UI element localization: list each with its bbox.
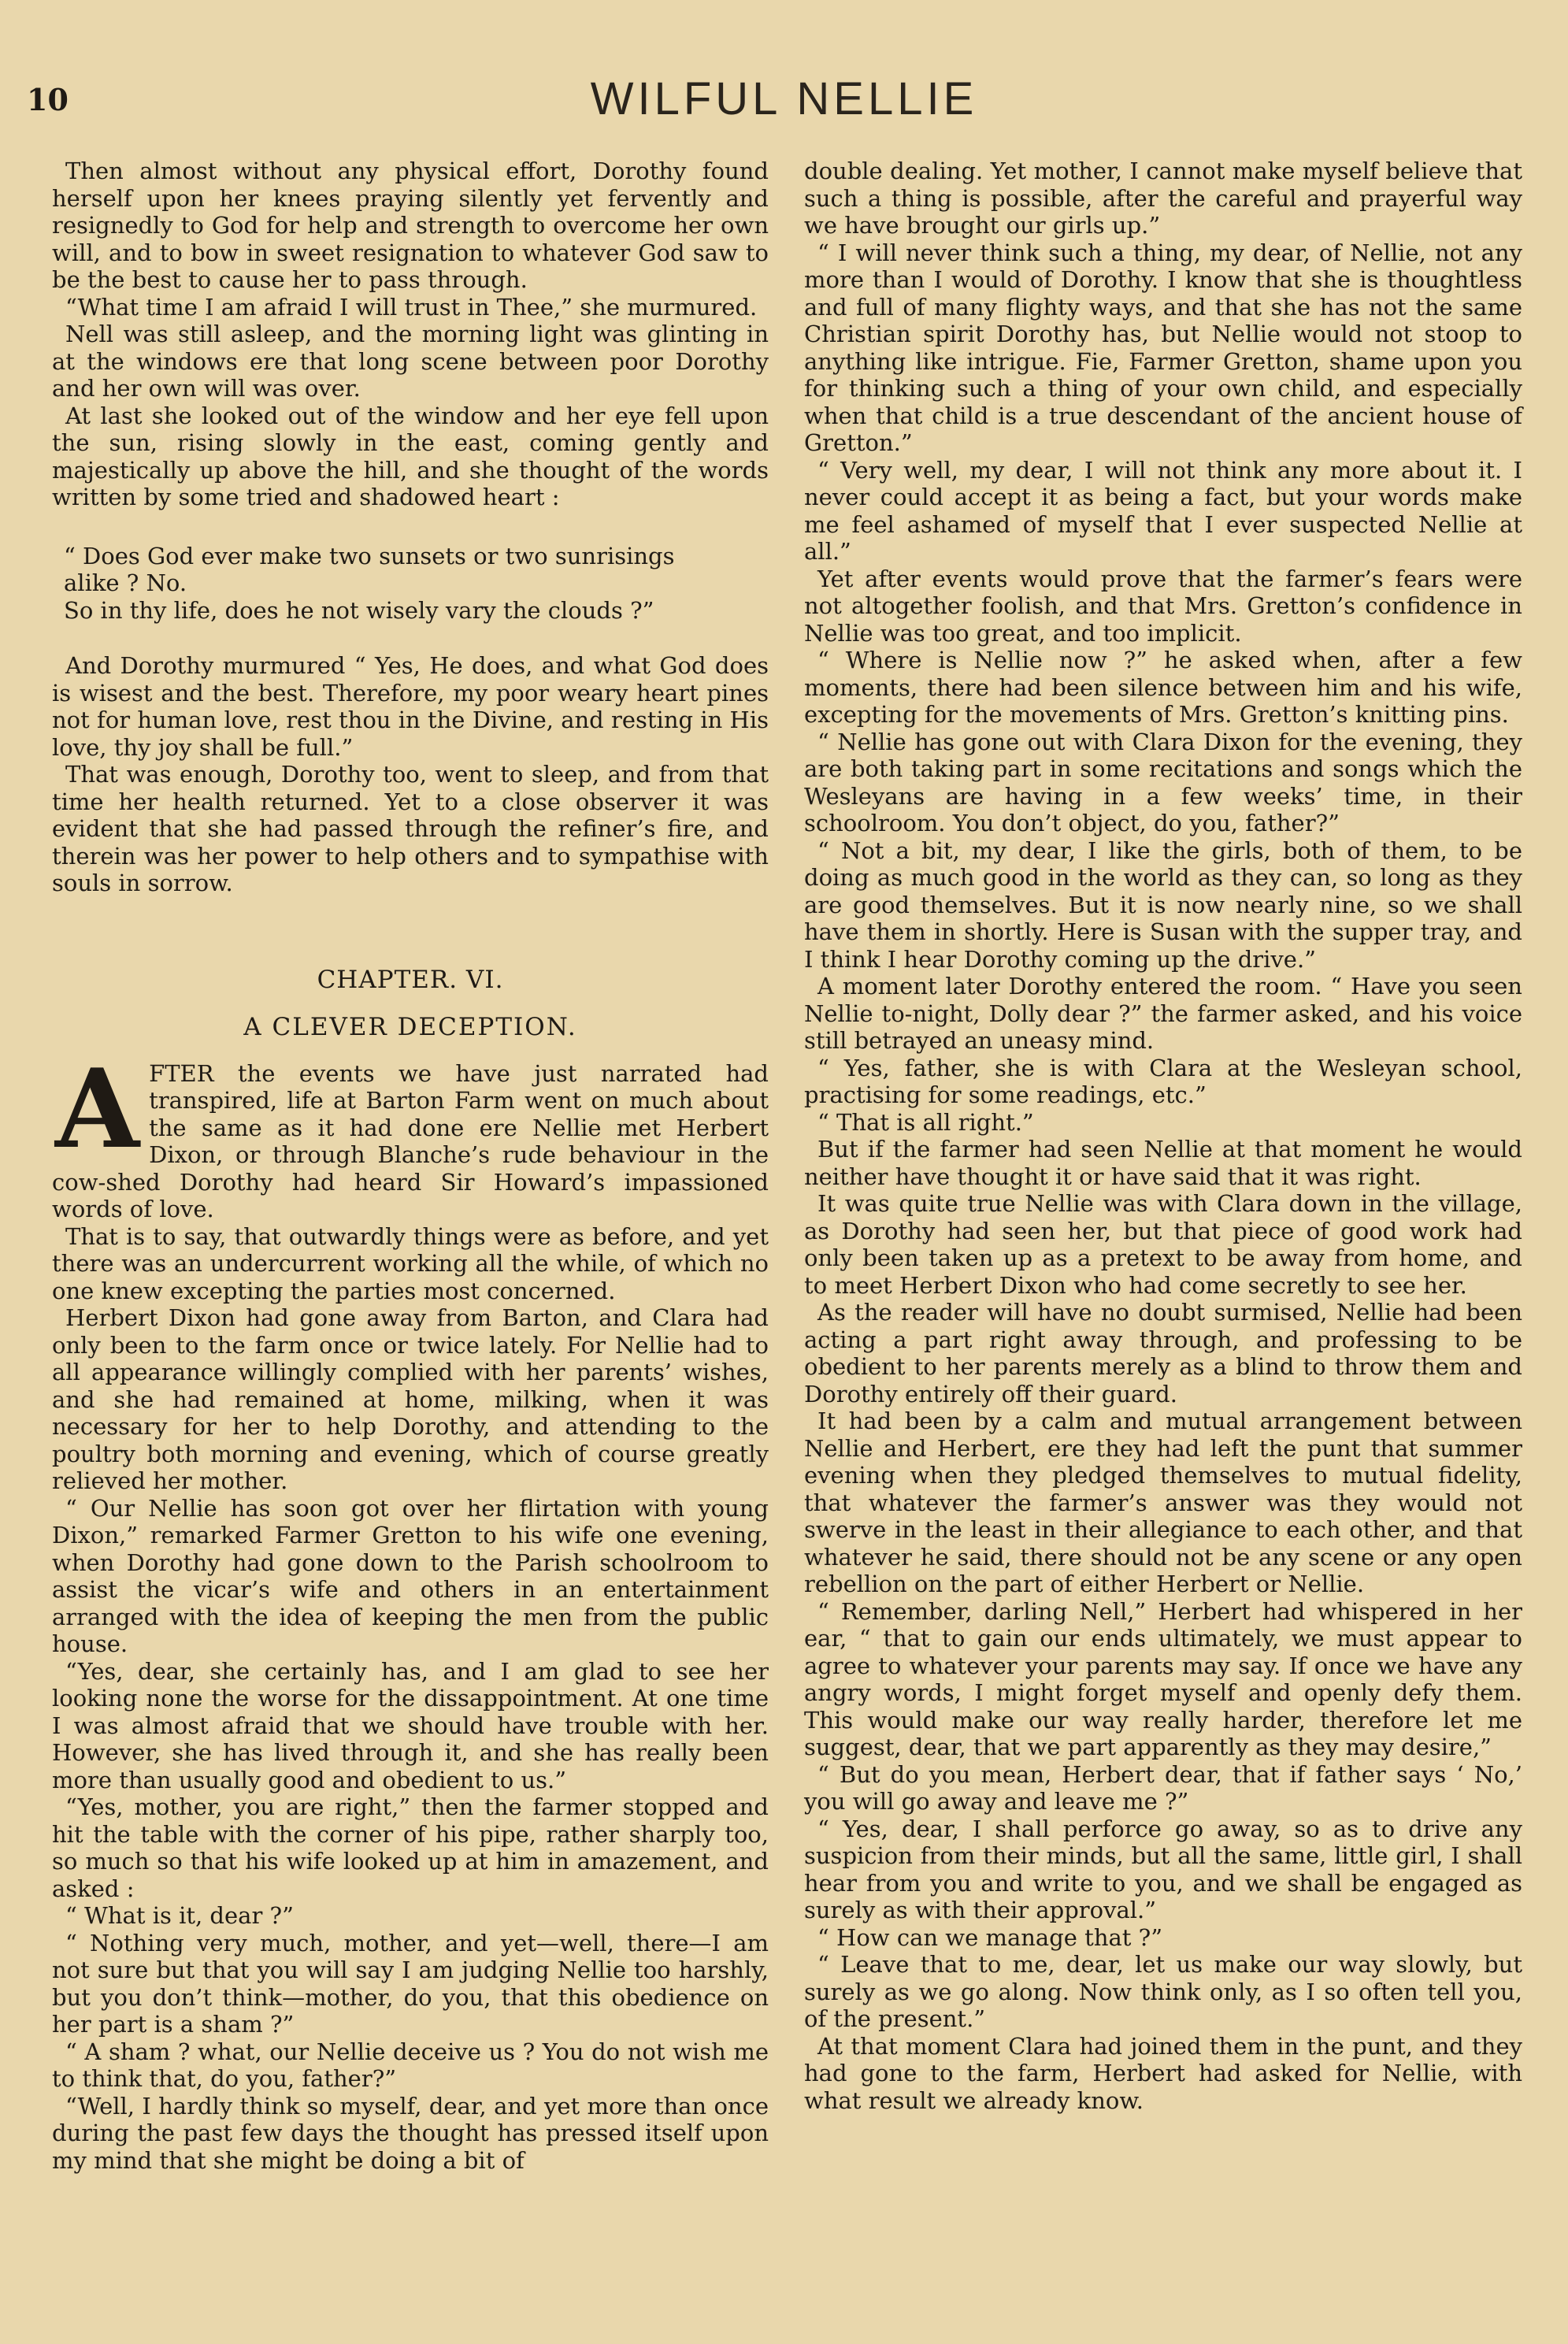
verse-line: So in thy life, does he not wisely vary the clouds ?” [64,596,654,624]
paragraph: Then almost without any physical effort, Dorothy found herself upon her knees praying silently yet fervently and resignedly to God for help and strength to overcome her own will, and to bow in sweet resignation to whatever God saw to be the best to cause her to pass through. [52,158,769,293]
paragraph: “ How can we manage that ?” [817,1923,1163,1951]
paragraph: “ What is it, dear ?” [65,1902,294,1929]
paragraph: “ I will never think such a thing, my dear, of Nellie, not any more than I would of Dorothy. I know that she is thoughtless and full of many flighty ways, and that she has not the same Christian spirit Dorothy has, but Nellie would not stoop to anything like intrigue. Fie, Farmer Gretton, shame upon you for thinking such a thing of your own child, and especially when that child is a true descendant of the ancient house of Gretton.” [804,239,1522,456]
paragraph: “ Nothing very much, mother, and yet—well, there—I am not sure but that you will say I am judging Nellie too harshly, but you don’t think—mother, do you, that this obedience on her part is a sham ?” [52,1929,769,2038]
paragraph: And Dorothy murmured “ Yes, He does, and what God does is wisest and the best. Therefore, my poor weary heart pines not for human love, rest thou in the Divine, and resting in His love, thy joy shall be full.” [52,652,769,761]
left-column [52,158,769,2174]
opening-paragraph [52,1044,769,1223]
chapter-title: A CLEVER DECEPTION. [243,1013,577,1041]
paragraph: “Well, I hardly think so myself, dear, and yet more than once during the past few days the thought has pressed itself upon my mind that she might be doing a bit of [52,2092,769,2174]
verse-line: “ Does God ever make two sunsets or two sunrisings [64,542,675,569]
paragraph: “ Not a bit, my dear, I like the girls, both of them, to be doing as much good in the world as they can, so long as they are good themselves. But it is now nearly nine, so we shall have them in shortly. Here is Susan with the supper tray, and I think I hear Dorothy coming up the drive.” [804,836,1522,973]
paragraph: “ Remember, darling Nell,” Herbert had whispered in her ear, “ that to gain our ends ultimately, we must appear to agree to whatever your parents may say. If once we have any angry words, I might forget myself and openly defy them. This would make our way really harder, therefore let me suggest, dear, that we part apparently as they may desire,” [804,1597,1522,1760]
chapter-heading: CHAPTER. VI. [317,965,504,994]
paragraph: “ But do you mean, Herbert dear, that if father says ‘ No,’ you will go away and leave me ?” [804,1760,1522,1815]
paragraph: “ Very well, my dear, I will not think any more about it. I never could accept it as being a fact, but your words make me feel ashamed of myself that I ever suspected Nellie at all.” [804,456,1522,565]
page-number: 10 [27,82,69,117]
paragraph: “ Yes, dear, I shall perforce go away, so as to drive any suspicion from their minds, but all the same, little girl, I shall hear from you and write to you, and we shall be engaged as surely as with their approval.” [804,1815,1522,1923]
drop-cap: A [55,1044,140,1173]
right-column [804,158,1522,2114]
paragraph: “ A sham ? what, our Nellie deceive us ? You do not wish me to think that, do you, father?” [52,2038,769,2092]
verse-line: alike ? No. [64,569,187,596]
opening-text: FTER the events we have just narrated had transpired, life at Barton Farm went on much about the same as it had done ere Nellie met Herbert Dixon, or through Blanche’s rude behaviour in the cow-shed Dorothy had heard Sir Howard’s impassioned words of love. [52,1059,769,1222]
paragraph: It had been by a calm and mutual arrangement between Nellie and Herbert, ere they had left the punt that summer evening when they pledged themselves to mutual fidelity, that whatever the farmer’s answer was they would not swerve in the least in their allegiance to each other, and that whatever he said, there should not be any scene or any open rebellion on the part of either Herbert or Nellie. [804,1408,1522,1597]
continued-paragraph: double dealing. Yet mother, I cannot make myself believe that such a thing is possible, after the careful and prayerful way we have brought our girls up.” [804,158,1522,239]
paragraph: That was enough, Dorothy too, went to sleep, and from that time her health returned. Yet to a close observer it was evident that she had passed through the refiner’s fire, and therein was her power to help others and to sympathise with souls in sorrow. [52,761,769,896]
paragraph: “ Leave that to me, dear, let us make our way slowly, but surely as we go along. Now think only, as I so often tell you, of the present.” [804,1951,1522,2032]
paragraph: “ That is all right.” [817,1108,1034,1136]
paragraph: “ Our Nellie has soon got over her flirtation with young Dixon,” remarked Farmer Gretton to his wife one evening, when Dorothy had gone down to the Parish schoolroom to assist the vicar’s wife and others in an entertainment arranged with the idea of keeping the men from the public house. [52,1494,769,1657]
paragraph: Nell was still asleep, and the morning light was glinting in at the windows ere that long scene between poor Dorothy and her own will was over. [52,321,769,402]
paragraph: As the reader will have no doubt surmised, Nellie had been acting a part right away through, and professing to be obedient to her parents merely as a blind to throw them and Dorothy entirely off their guard. [804,1299,1522,1408]
paragraph: A moment later Dorothy entered the room. “ Have you seen Nellie to-night, Dolly dear ?” the farmer asked, and his voice still betrayed an uneasy mind. [804,973,1522,1054]
paragraph: “ Nellie has gone out with Clara Dixon for the evening, they are both taking part in some recitations and songs which the Wesleyans are having in a few weeks’ time, in their schoolroom. You don’t object, do you, father?” [804,728,1522,836]
paragraph: Yet after events would prove that the farmer’s fears were not altogether foolish, and that Mrs. Gretton’s confidence in Nellie was too great, and too implicit. [804,565,1522,647]
paragraph: Herbert Dixon had gone away from Barton, and Clara had only been to the farm once or twice lately. For Nellie had to all appearance willingly complied with her parents’ wishes, and she had remained at home, milking, when it was necessary for her to help Dorothy, and attending to the poultry both morning and evening, which of course greatly relieved her mother. [52,1304,769,1494]
paragraph: “Yes, dear, she certainly has, and I am glad to see her looking none the worse for the dissappointment. At one time I was almost afraid that we should have trouble with her. However, she has lived through it, and she has really been more than usually good and obedient to us.” [52,1657,769,1793]
paragraph: At that moment Clara had joined them in the punt, and they had gone to the farm, Herbert had asked for Nellie, with what result we already know. [804,2032,1522,2114]
paragraph: That is to say, that outwardly things were as before, and yet there was an undercurrent working all the while, of which no one knew excepting the parties most concerned. [52,1222,769,1304]
paragraph: “What time I am afraid I will trust in Thee,” she murmured. [65,293,758,321]
paragraph: “ Yes, father, she is with Clara at the Wesleyan school, practising for some readings, etc.” [804,1054,1522,1108]
running-title: WILFUL NELLIE [590,73,978,124]
paragraph: At last she looked out of the window and her eye fell upon the sun, rising slowly in the east, coming gently and majestically up above the hill, and she thought of the words written by some tried and shadowed heart : [52,402,769,510]
verse-quote [52,543,769,625]
paragraph: “Yes, mother, you are right,” then the farmer stopped and hit the table with the corner of his pipe, rather sharply too, so much so that his wife looked up at him in amazement, and asked : [52,1793,769,1902]
paragraph: But if the farmer had seen Nellie at that moment he would neither have thought it or have said that it was right. [804,1136,1522,1190]
paragraph: “ Where is Nellie now ?” he asked when, after a few moments, there had been silence between him and his wife, excepting for the movements of Mrs. Gretton’s knitting pins. [804,647,1522,728]
paragraph: It was quite true Nellie was with Clara down in the village, as Dorothy had seen her, but that piece of good work had only been taken up as a pretext to be away from home, and to meet Herbert Dixon who had come secretly to see her. [804,1190,1522,1299]
